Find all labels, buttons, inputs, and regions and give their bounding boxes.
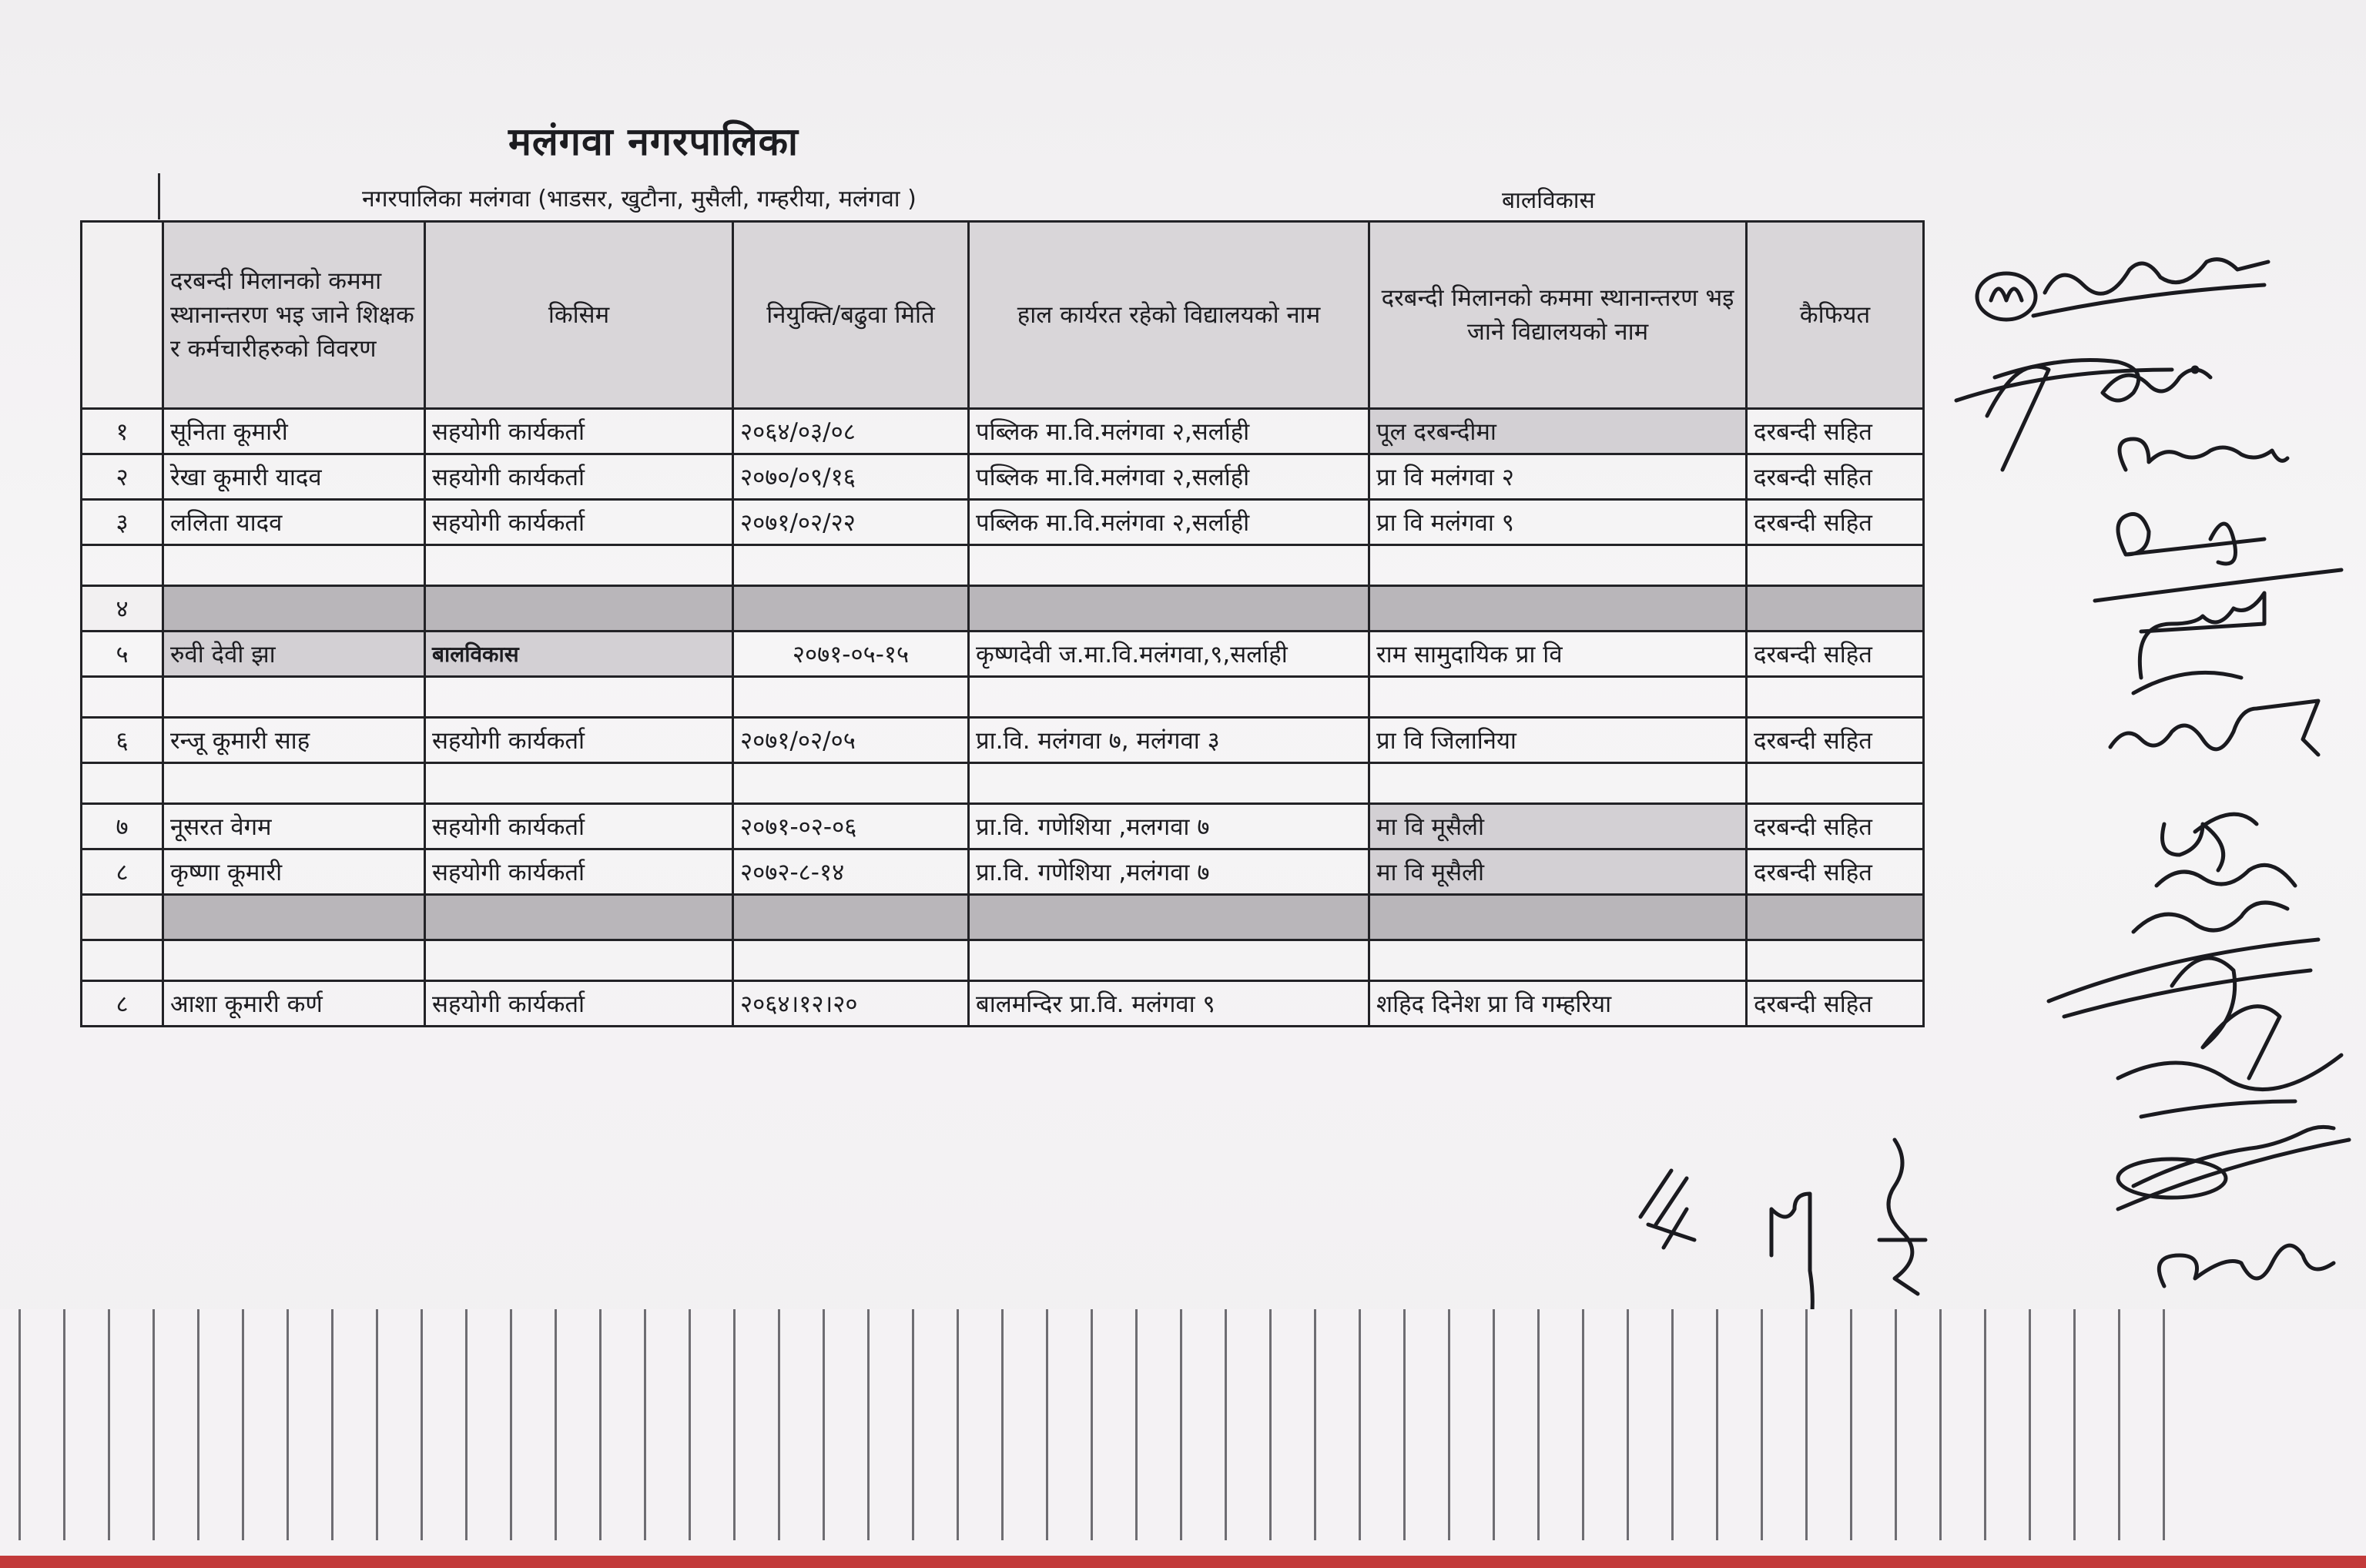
rule-line: [2073, 1309, 2076, 1540]
cell-name: रुवी देवी झा: [163, 632, 425, 677]
table-row: [82, 409, 1924, 454]
cell-type: सहयोगी कार्यकर्ता: [425, 804, 733, 849]
cell-date: २०७०/०९/१६: [733, 454, 969, 500]
rule-line: [1403, 1309, 1406, 1540]
rule-line: [331, 1309, 333, 1540]
cell-transfer-school: पूल दरबन्दीमा: [1369, 409, 1747, 454]
cell-remark: दरबन्दी सहित: [1747, 718, 1924, 763]
cell-empty: [969, 763, 1369, 804]
table-row: [82, 804, 1924, 849]
cell-empty: [163, 895, 425, 940]
cell-date: २०७१-०५-१५: [733, 632, 969, 677]
header-current-school: हाल कार्यरत रहेको विद्यालयको नाम: [969, 222, 1369, 409]
signature-5: [2133, 593, 2264, 693]
cell-type: सहयोगी कार्यकर्ता: [425, 981, 733, 1027]
cell-date: २०७१-०२-०६: [733, 804, 969, 849]
rule-line: [108, 1309, 110, 1540]
cell-date: २०७१/०२/२२: [733, 500, 969, 545]
table-row: [82, 849, 1924, 895]
cell-transfer-school: शहिद दिनेश प्रा वि गम्हरिया: [1369, 981, 1747, 1027]
table-row: [82, 632, 1924, 677]
cell-empty: [733, 677, 969, 718]
cell-type: बालविकास: [425, 632, 733, 677]
rule-line: [1091, 1309, 1093, 1540]
cell-type: सहयोगी कार्यकर्ता: [425, 454, 733, 500]
cell-empty: [163, 940, 425, 981]
cell-current-school: पब्लिक मा.वि.मलंगवा २,सर्लाही: [969, 409, 1369, 454]
cell-empty: [1369, 586, 1747, 632]
cell-remark: दरबन्दी सहित: [1747, 409, 1924, 454]
rule-line: [1046, 1309, 1048, 1540]
rule-line: [778, 1309, 780, 1540]
cell-empty: [163, 545, 425, 586]
rule-line: [912, 1309, 914, 1540]
table-row: [82, 500, 1924, 545]
table-row: [82, 718, 1924, 763]
cell-date: २०६४/०३/०८: [733, 409, 969, 454]
rule-line: [1314, 1309, 1316, 1540]
cell-name: रेखा कूमारी यादव: [163, 454, 425, 500]
rule-line: [644, 1309, 646, 1540]
cell-date: २०७१/०२/०५: [733, 718, 969, 763]
cell-serial: १: [82, 409, 163, 454]
cell-remark: दरबन्दी सहित: [1747, 849, 1924, 895]
table-row: [82, 981, 1924, 1027]
cell-empty: [1747, 586, 1924, 632]
table-row: [82, 454, 1924, 500]
rule-line: [689, 1309, 691, 1540]
cell-current-school: कृष्णदेवी ज.मा.वि.मलंगवा,९,सर्लाही: [969, 632, 1369, 677]
cell-name: सूनिता कूमारी: [163, 409, 425, 454]
cell-name: कृष्णा कूमारी: [163, 849, 425, 895]
cell-current-school: बालमन्दिर प्रा.वि. मलंगवा ९: [969, 981, 1369, 1027]
cell-empty: [1747, 763, 1924, 804]
cell-empty: [163, 677, 425, 718]
rule-line: [1716, 1309, 1718, 1540]
rule-line: [376, 1309, 378, 1540]
cell-remark: दरबन्दी सहित: [1747, 500, 1924, 545]
cell-current-school: प्रा.वि. गणेशिया ,मलगवा ७: [969, 804, 1369, 849]
rule-line: [242, 1309, 244, 1540]
table-row-shaded: [82, 895, 1924, 940]
signatures: [1941, 216, 2357, 1332]
rule-line: [1627, 1309, 1629, 1540]
signature-9: [2118, 1127, 2349, 1209]
rule-line: [1850, 1309, 1852, 1540]
rule-line: [2118, 1309, 2120, 1540]
document-subtitle: नगरपालिका मलंगवा (भाडसर, खुटौना, मुसैली, गम्हरीया, मलंगवा ): [362, 186, 917, 213]
rule-line: [555, 1309, 557, 1540]
table-row-empty: [82, 940, 1924, 981]
header-remark: कैफियत: [1747, 222, 1924, 409]
cell-current-school: प्रा.वि. मलंगवा ७, मलंगवा ३: [969, 718, 1369, 763]
cell-serial: ७: [82, 804, 163, 849]
rule-line: [1269, 1309, 1272, 1540]
rule-line: [152, 1309, 155, 1540]
cell-type: सहयोगी कार्यकर्ता: [425, 409, 733, 454]
rule-line: [1671, 1309, 1674, 1540]
cell-serial: २: [82, 454, 163, 500]
cell-current-school: प्रा.वि. गणेशिया ,मलंगवा ७: [969, 849, 1369, 895]
rule-line: [1001, 1309, 1004, 1540]
bottom-ruled-strip: [0, 1309, 2366, 1568]
rule-line: [1984, 1309, 1986, 1540]
rule-line: [867, 1309, 870, 1540]
cell-empty: [1747, 940, 1924, 981]
bottom-signature-1: [1640, 1171, 1694, 1248]
cell-empty: [733, 763, 969, 804]
rule-line: [1135, 1309, 1138, 1540]
cell-empty: [425, 586, 733, 632]
cell-empty: [425, 763, 733, 804]
cell-empty: [425, 940, 733, 981]
cell-type: सहयोगी कार्यकर्ता: [425, 500, 733, 545]
transfer-table: [80, 220, 1925, 1027]
cell-empty: [1747, 677, 1924, 718]
header-staff-details: दरबन्दी मिलानको कममा स्थानान्तरण भइ जाने शिक्षक र कर्मचारीहरुको विवरण: [163, 222, 425, 409]
cell-current-school: पब्लिक मा.वि.मलंगवा २,सर्लाही: [969, 454, 1369, 500]
cell-empty: [82, 677, 163, 718]
cell-empty: [969, 895, 1369, 940]
margin-line: [158, 173, 160, 219]
header-serial: [82, 222, 163, 409]
cell-serial: ३: [82, 500, 163, 545]
rule-line: [823, 1309, 825, 1540]
cell-remark: दरबन्दी सहित: [1747, 981, 1924, 1027]
cell-empty: [969, 545, 1369, 586]
cell-serial: ८: [82, 981, 163, 1027]
rule-line: [1359, 1309, 1361, 1540]
header-type: किसिम: [425, 222, 733, 409]
rule-line: [1805, 1309, 1808, 1540]
cell-empty: [1747, 545, 1924, 586]
cell-empty: [425, 545, 733, 586]
cell-empty: [733, 940, 969, 981]
cell-serial: ५: [82, 632, 163, 677]
cell-empty: [425, 895, 733, 940]
section-label: बालविकास: [1502, 187, 1595, 214]
cell-empty: [969, 677, 1369, 718]
cell-empty: [733, 545, 969, 586]
cell-empty: [1747, 895, 1924, 940]
table-row-empty: [82, 763, 1924, 804]
cell-transfer-school: प्रा वि मलंगवा ९: [1369, 500, 1747, 545]
cell-empty: [969, 940, 1369, 981]
header-transfer-school: दरबन्दी मिलानको कममा स्थानान्तरण भइ जाने विद्यालयको नाम: [1369, 222, 1747, 409]
cell-serial: ४: [82, 586, 163, 632]
cell-empty: [733, 895, 969, 940]
header-appointment-date: नियुक्ति/बढुवा मिति: [733, 222, 969, 409]
rule-line: [2163, 1309, 2165, 1540]
cell-transfer-school: मा वि मूसैली: [1369, 804, 1747, 849]
cell-empty: [1369, 677, 1747, 718]
cell-date: २०७२-८-१४: [733, 849, 969, 895]
signature-8: [2049, 940, 2341, 1117]
cell-empty: [733, 586, 969, 632]
cell-date: २०६४।१२।२०: [733, 981, 969, 1027]
rule-line: [1895, 1309, 1897, 1540]
cell-empty: [82, 545, 163, 586]
cell-empty: [1369, 545, 1747, 586]
cell-empty: [425, 677, 733, 718]
signature-6: [2110, 701, 2318, 755]
table-header-row: [82, 222, 1924, 409]
rule-line: [197, 1309, 199, 1540]
cell-remark: दरबन्दी सहित: [1747, 632, 1924, 677]
cell-transfer-school: राम सामुदायिक प्रा वि: [1369, 632, 1747, 677]
table-row-empty: [82, 677, 1924, 718]
cell-serial: ८: [82, 849, 163, 895]
cell-transfer-school: प्रा वि मलंगवा २: [1369, 454, 1747, 500]
cell-name: रन्जू कूमारी साह: [163, 718, 425, 763]
rule-line: [599, 1309, 602, 1540]
cell-transfer-school: मा वि मूसैली: [1369, 849, 1747, 895]
cell-remark: दरबन्दी सहित: [1747, 804, 1924, 849]
rule-line: [733, 1309, 736, 1540]
cell-current-school: पब्लिक मा.वि.मलंगवा २,सर्लाही: [969, 500, 1369, 545]
rule-line: [18, 1309, 21, 1540]
cell-serial: ६: [82, 718, 163, 763]
rule-line: [421, 1309, 423, 1540]
cell-name: आशा कूमारी कर्ण: [163, 981, 425, 1027]
rule-line: [1537, 1309, 1540, 1540]
signature-3: [2120, 439, 2287, 470]
cell-name: नूसरत वेगम: [163, 804, 425, 849]
cell-type: सहयोगी कार्यकर्ता: [425, 718, 733, 763]
cell-transfer-school: प्रा वि जिलानिया: [1369, 718, 1747, 763]
signature-1: [1977, 260, 2268, 320]
rule-line: [63, 1309, 65, 1540]
rule-line: [465, 1309, 468, 1540]
rule-line: [1939, 1309, 1942, 1540]
cell-empty: [1369, 895, 1747, 940]
cell-remark: दरबन्दी सहित: [1747, 454, 1924, 500]
rule-line: [957, 1309, 959, 1540]
cell-empty: [82, 895, 163, 940]
cell-empty: [82, 763, 163, 804]
table-row-empty: [82, 545, 1924, 586]
cell-empty: [163, 586, 425, 632]
cell-empty: [969, 586, 1369, 632]
cell-empty: [1369, 763, 1747, 804]
signature-4: [2095, 514, 2341, 601]
cell-name: ललिता यादव: [163, 500, 425, 545]
cell-empty: [1369, 940, 1747, 981]
rule-line: [1761, 1309, 1763, 1540]
rule-line: [510, 1309, 512, 1540]
rule-line: [287, 1309, 289, 1540]
cell-empty: [82, 940, 163, 981]
rule-line: [1493, 1309, 1495, 1540]
bottom-signature-3: [1879, 1140, 1925, 1294]
bottom-edge-strip: [0, 1556, 2366, 1568]
rule-line: [1225, 1309, 1227, 1540]
rule-line: [2029, 1309, 2031, 1540]
document-title: मलंगवा नगरपालिका: [508, 119, 799, 164]
rule-line: [1582, 1309, 1584, 1540]
rule-line: [1448, 1309, 1450, 1540]
signature-10: [2159, 1245, 2334, 1286]
cell-type: सहयोगी कार्यकर्ता: [425, 849, 733, 895]
cell-empty: [163, 763, 425, 804]
signature-7: [2133, 814, 2295, 932]
rule-line: [1180, 1309, 1182, 1540]
table-row-shaded: [82, 586, 1924, 632]
